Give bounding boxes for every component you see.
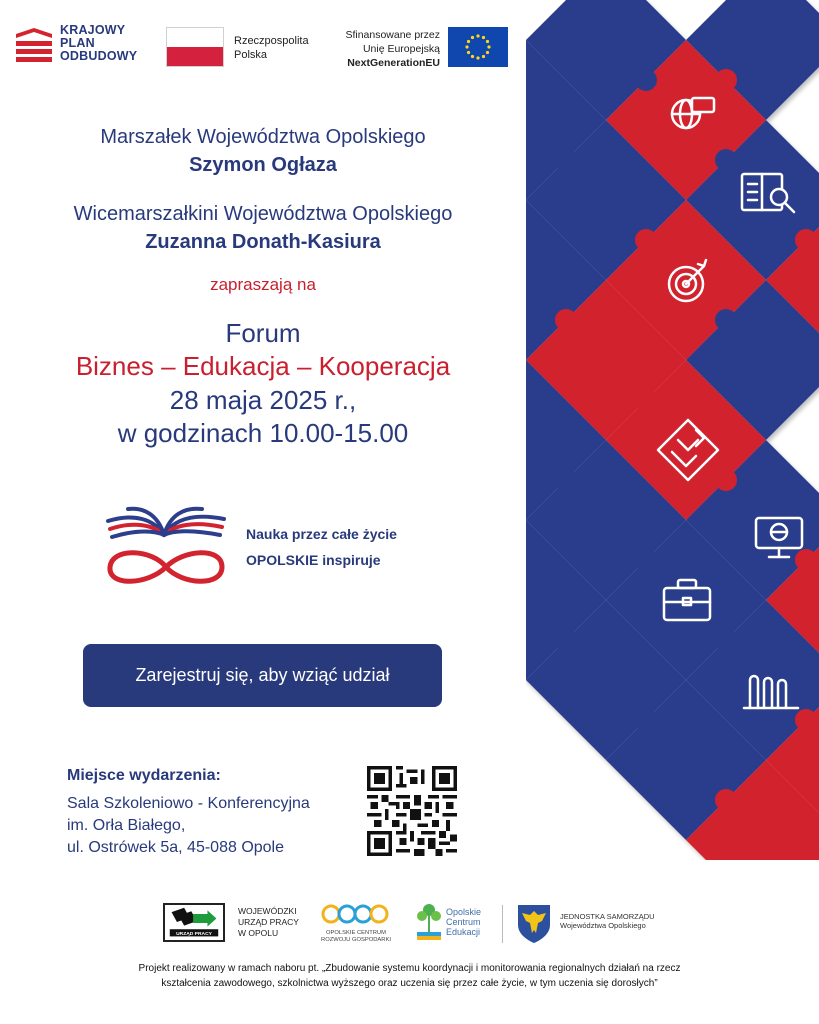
vice-marshal-title: Wicemarszałkini Województwa Opolskiego [73,203,453,225]
event-hours: w godzinach 10.00-15.00 [117,418,409,448]
oce-text: Opolskie Centrum Edukacji [446,907,482,937]
invite-phrase: zapraszają na [210,275,316,294]
eu-flag-icon [448,27,508,67]
marshal-title: Marszałek Województwa Opolskiego [100,126,426,148]
register-button[interactable]: Zarejestruj się, aby wziąć udział [83,644,442,707]
event-title: Forum [225,318,301,348]
wup-text: WOJEWÓDZKI URZĄD PRACY W OPOLU [238,906,299,938]
eu-funding-text: Sfinansowane przez Unię Europejską NextGenerationEU [345,29,440,69]
kpo-text: KRAJOWY PLAN ODBUDOWY [60,23,138,63]
vice-marshal-name: Zuzanna Donath-Kasiura [145,231,381,253]
venue-line-1: Sala Szkoleniowo - Konferencyjna [67,795,310,812]
wup-badge-text: URZĄD PRACY [176,932,212,938]
oce-tree-icon [414,900,444,944]
project-note-line-1: Projekt realizowany w ramach naboru pt. „Zbudowanie systemu koordynacji i monitorowania regionalnych działań na rzecz [138,963,681,974]
footer-divider [502,905,503,943]
ocrg-text: OPOLSKIE CENTRUM ROZWOJU GOSPODARKI [321,930,391,943]
wup-logo [163,903,225,942]
slogan-line-2: OPOLSKIE inspiruje [246,552,381,568]
event-date: 28 maja 2025 r., [169,385,357,415]
kpo-logo [16,24,146,70]
js-text: JEDNOSTKA SAMORZĄDU Województwa Opolskiego [560,912,655,930]
rp-text: Rzeczpospolita Polska [234,35,309,61]
venue-heading: Miejsce wydarzenia: [67,767,221,784]
venue-line-3: ul. Ostrówek 5a, 45-088 Opole [67,839,285,856]
lifelong-learning-logo [104,505,228,591]
puzzle-decoration [526,0,819,860]
qr-code[interactable] [367,766,457,856]
marshal-name: Szymon Ogłaza [189,154,337,176]
slogan-line-1: Nauka przez całe życie [246,526,397,542]
kpo-mark-icon [16,28,52,66]
venue-line-2: im. Orła Białego, [67,817,186,834]
poland-flag-icon [166,27,224,67]
event-subtitle: Biznes – Edukacja – Kooperacja [75,351,451,381]
project-note-line-2: kształcenia zawodowego, szkolnictwa wyższego oraz uczenia się przez całe życie, w tym uczenia się dorosłych” [161,978,658,989]
opolskie-crest-icon [516,903,552,945]
